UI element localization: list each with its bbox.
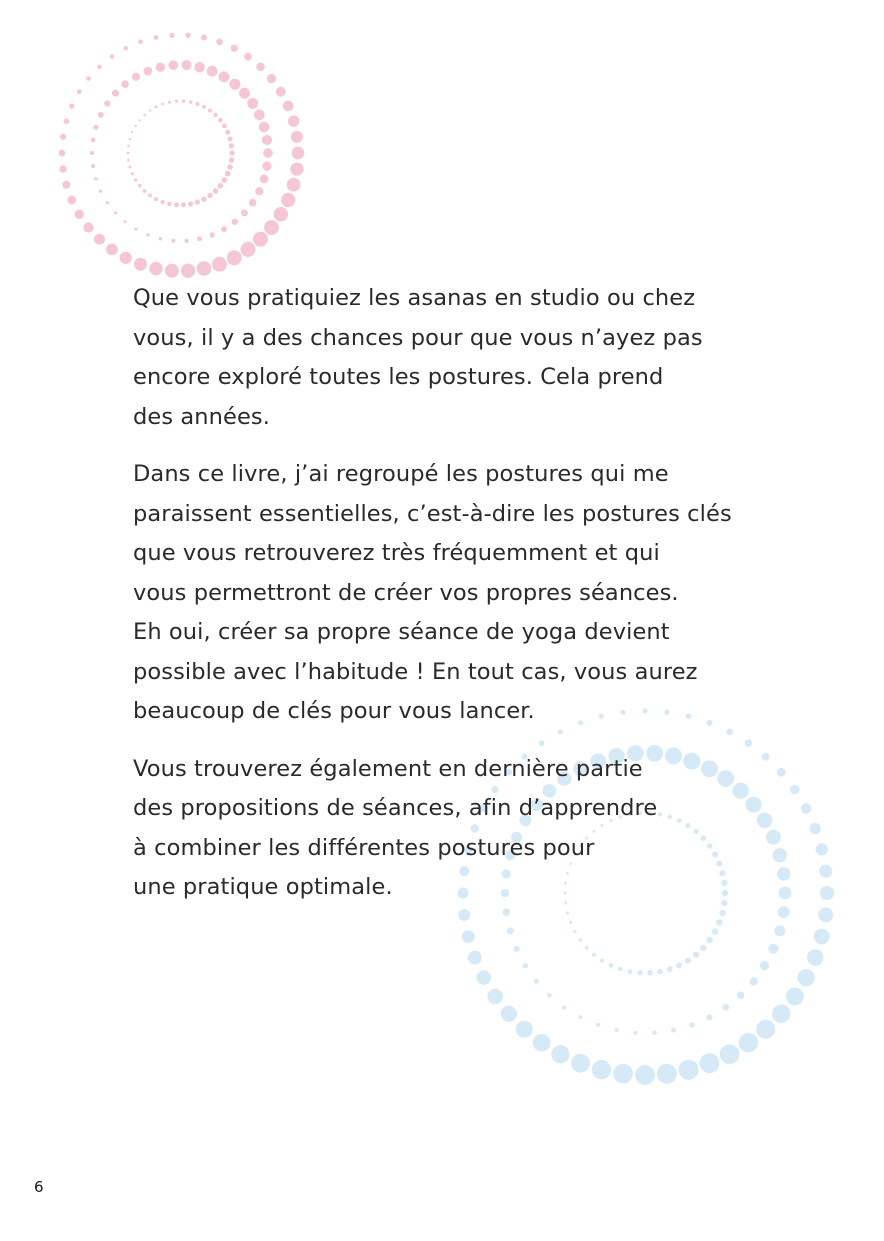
decorative-dot (154, 35, 159, 40)
paragraph-2 (133, 455, 773, 732)
decorative-dot (231, 45, 238, 52)
decorative-dot (291, 131, 303, 143)
text-line: une pratique optimale. (133, 874, 393, 900)
decorative-dot (578, 938, 582, 942)
decorative-dot (737, 992, 745, 1000)
decorative-dot (123, 46, 127, 50)
decorative-dot (647, 970, 652, 975)
text-line: Eh oui, créer sa propre séance de yoga devient (133, 619, 670, 645)
decorative-dot (59, 150, 66, 157)
decorative-dot (185, 33, 191, 39)
decorative-dot (760, 961, 769, 970)
decorative-dot (579, 1015, 583, 1019)
text-line: à combiner les différentes postures pour (133, 834, 595, 861)
decorative-dot (94, 177, 98, 181)
decorative-dot (134, 228, 137, 231)
decorative-dot (635, 1065, 655, 1085)
decorative-dot (779, 887, 792, 900)
decorative-dot (229, 157, 234, 162)
decorative-dot (213, 188, 219, 194)
decorative-dot (222, 124, 227, 129)
decorative-dot (221, 226, 227, 232)
decorative-dot (229, 150, 234, 155)
text-line: beaucoup de clés pour vous lancer. (133, 698, 535, 724)
decorative-dot (86, 76, 91, 81)
decorative-dot (288, 116, 299, 127)
decorative-dot (633, 1031, 637, 1035)
decorative-dot (778, 906, 790, 918)
decorative-dot (700, 1053, 720, 1073)
decorative-dot (477, 970, 492, 985)
decorative-dot (160, 200, 164, 204)
decorative-dot (131, 131, 133, 133)
decorative-dot (247, 98, 258, 109)
decorative-dot (267, 74, 276, 83)
decorative-dot (207, 193, 212, 198)
decorative-dot (533, 1034, 551, 1052)
decorative-dot (121, 80, 129, 88)
body-text (133, 279, 773, 926)
decorative-dot (132, 73, 140, 81)
decorative-dot (652, 1030, 657, 1035)
decorative-dot (679, 1060, 699, 1080)
decorative-dot (91, 164, 95, 168)
decorative-dot (222, 177, 228, 183)
decorative-dot (249, 199, 257, 207)
decorative-dot (218, 183, 224, 189)
decorative-dot (671, 1028, 676, 1033)
decorative-dot (174, 203, 179, 208)
decorative-dot (225, 130, 230, 135)
decorative-dot (239, 88, 250, 99)
decorative-dot (167, 202, 172, 207)
text-line: des propositions de séances, afin d’apprendre (133, 795, 658, 821)
decorative-dot (276, 87, 286, 97)
decorative-dot (700, 945, 706, 951)
decorative-dot (774, 925, 785, 936)
decorative-dot (189, 100, 192, 103)
decorative-dot (676, 962, 682, 968)
decorative-dot (592, 1060, 611, 1079)
decorative-dot (159, 237, 163, 241)
decorative-dot (712, 928, 718, 934)
decorative-dot (292, 147, 305, 160)
text-line: Que vous pratiquiez les asanas en studio ou chez (133, 285, 696, 311)
decorative-dot (155, 105, 158, 108)
decorative-dot (218, 118, 223, 123)
decorative-dot (197, 236, 202, 241)
decorative-dot (93, 124, 98, 129)
decorative-dot (110, 54, 114, 58)
decorative-dot (138, 184, 142, 188)
decorative-dot (143, 67, 152, 76)
text-line: Vous trouverez également en dernière partie (133, 755, 643, 782)
text-line: que vous retrouverez très fréquemment et qui (133, 540, 660, 566)
decorative-dot (283, 101, 294, 112)
decorative-dot (790, 785, 800, 795)
decorative-dot (134, 125, 136, 127)
decorative-dot (254, 109, 265, 120)
decorative-dot (98, 112, 104, 118)
text-line: encore exploré toutes les postures. Cela prend (133, 364, 664, 390)
decorative-dot (143, 114, 145, 116)
decorative-dot (154, 197, 158, 201)
decorative-dot (707, 937, 713, 943)
decorative-dot (228, 136, 233, 141)
decorative-dot (255, 187, 263, 195)
decorative-dot (114, 211, 117, 214)
decorative-dot (562, 1005, 566, 1009)
decorative-dot (134, 258, 147, 271)
decorative-dot (262, 135, 272, 145)
decorative-dot (772, 1004, 790, 1022)
decorative-dot (259, 122, 269, 132)
decorative-dot (146, 233, 149, 236)
decorative-dot (773, 848, 787, 862)
decorative-dot (777, 867, 791, 881)
decorative-dot (156, 63, 165, 72)
decorative-dot (182, 60, 192, 70)
decorative-dot (693, 952, 699, 958)
decorative-dot (706, 1014, 712, 1020)
decorative-dot (818, 907, 833, 922)
decorative-dot (161, 103, 164, 106)
decorative-dot (516, 1021, 533, 1038)
decorative-dot (229, 143, 234, 148)
paragraph-1 (133, 279, 773, 437)
decorative-dot (256, 63, 265, 72)
decorative-dot (618, 967, 623, 972)
decorative-dot (501, 1006, 517, 1022)
decorative-dot (689, 1022, 694, 1027)
decorative-dot (104, 100, 110, 106)
decorative-dot (120, 252, 132, 264)
decorative-dot (127, 159, 130, 162)
decorative-dot (129, 138, 131, 140)
decorative-dot (194, 62, 204, 72)
decorative-dot (127, 145, 130, 148)
decorative-dot (514, 946, 520, 952)
decorative-dot (241, 242, 256, 257)
decorative-dot (216, 39, 223, 46)
decorative-dot (124, 220, 127, 223)
text-line: paraissent essentielles, c’est-à-dire les postures clés (133, 500, 732, 527)
decorative-dot (171, 239, 175, 243)
decorative-dot (90, 151, 94, 155)
decorative-dot (207, 66, 218, 77)
decorative-dot (225, 171, 231, 177)
decorative-dot (287, 178, 301, 192)
decorative-dot (138, 40, 143, 45)
decorative-dot (468, 951, 482, 965)
decorative-dot (274, 207, 289, 222)
decorative-dot (600, 958, 604, 962)
decorative-dot (523, 963, 528, 968)
decorative-dot (290, 162, 303, 175)
decorative-dot (810, 823, 821, 834)
text-line: vous, il y a des chances pour que vous n’ayez pas (133, 324, 703, 351)
decorative-dot (131, 172, 134, 175)
decorative-dot (551, 1045, 569, 1063)
decorative-dot (720, 1044, 740, 1064)
decorative-dot (97, 65, 101, 69)
decorative-dot (175, 100, 178, 103)
decorative-dot (134, 178, 137, 181)
decorative-dot (637, 970, 642, 975)
decorative-dot (571, 1054, 590, 1073)
decorative-dot (74, 210, 83, 219)
decorative-dot (208, 108, 212, 112)
decorative-dot (148, 194, 152, 198)
decorative-dot (83, 222, 93, 232)
decorative-dot (657, 969, 663, 975)
decorative-dot (819, 865, 832, 878)
decorative-dot (462, 930, 475, 943)
decorative-dot (241, 209, 248, 216)
decorative-dot (281, 193, 295, 207)
decorative-dot (99, 190, 102, 193)
decorative-dot (195, 199, 200, 204)
text-line: possible avec l’habitude ! En tout cas, vous aurez (133, 658, 698, 685)
decorative-dot (91, 138, 96, 143)
decorative-dot (628, 969, 633, 974)
decorative-dot (181, 264, 195, 278)
decorative-dot (534, 979, 539, 984)
decorative-dot (201, 34, 207, 40)
decorative-dot (181, 202, 186, 207)
decorative-dot (585, 946, 589, 950)
decorative-dot (596, 1023, 600, 1027)
decorative-dot (202, 105, 206, 109)
decorative-dot (149, 262, 162, 275)
decorative-dot (507, 927, 514, 934)
decorative-dot (547, 993, 552, 998)
decorative-dot (820, 886, 834, 900)
decorative-dot (94, 234, 105, 245)
decorative-dot (77, 89, 82, 94)
decorative-dot (264, 220, 279, 235)
decorative-dot (685, 957, 691, 963)
decorative-dot (138, 119, 140, 121)
decorative-dot (262, 161, 271, 170)
text-line: Dans ce livre, j’ai regroupé les postures qui me (133, 461, 669, 487)
decorative-dot (229, 79, 240, 90)
decorative-dot (814, 929, 830, 945)
decorative-dot (798, 969, 815, 986)
decorative-dot (260, 175, 269, 184)
decorative-dot (106, 201, 109, 204)
decorative-dot (244, 53, 252, 61)
page-number: 6 (34, 1178, 44, 1196)
decorative-dot (169, 33, 174, 38)
text-line: vous permettront de créer vos propres séances. (133, 579, 679, 606)
decorative-dot (196, 102, 200, 106)
decorative-dot (188, 201, 193, 206)
decorative-dot (219, 71, 230, 82)
decorative-dot (212, 257, 227, 272)
decorative-dot (128, 166, 131, 169)
decorative-dot (777, 768, 786, 777)
decorative-dot (592, 953, 596, 957)
pink-dotted-circles-decoration (50, 25, 310, 285)
decorative-dot (573, 930, 576, 933)
decorative-dot (59, 165, 66, 172)
decorative-dot (614, 1028, 618, 1032)
decorative-dot (201, 197, 206, 202)
decorative-dot (816, 843, 828, 855)
decorative-dot (657, 1064, 677, 1084)
decorative-dot (722, 1004, 729, 1011)
decorative-dot (149, 109, 152, 112)
decorative-dot (106, 244, 118, 256)
decorative-dot (768, 944, 778, 954)
decorative-dot (143, 189, 147, 193)
decorative-dot (210, 232, 215, 237)
decorative-dot (69, 103, 74, 108)
decorative-dot (112, 90, 119, 97)
decorative-dot (487, 989, 502, 1004)
decorative-dot (807, 949, 824, 966)
decorative-dot (64, 118, 70, 124)
decorative-dot (127, 152, 130, 155)
decorative-dot (609, 963, 613, 967)
decorative-dot (749, 977, 757, 985)
decorative-dot (613, 1064, 633, 1084)
decorative-dot (197, 261, 212, 276)
decorative-dot (253, 232, 268, 247)
decorative-dot (67, 196, 76, 205)
decorative-dot (184, 239, 188, 243)
decorative-dot (213, 113, 217, 117)
decorative-dot (227, 250, 242, 265)
decorative-dot (168, 101, 171, 104)
decorative-dot (801, 803, 811, 813)
decorative-dot (667, 966, 673, 972)
decorative-dot (60, 134, 66, 140)
decorative-dot (182, 99, 185, 102)
paragraph-3 (133, 750, 773, 908)
decorative-dot (786, 987, 804, 1005)
decorative-dot (62, 181, 70, 189)
decorative-dot (165, 264, 179, 278)
text-line: des années. (133, 403, 270, 430)
decorative-dot (756, 1020, 775, 1039)
decorative-dot (232, 219, 238, 225)
decorative-dot (263, 148, 273, 158)
decorative-dot (169, 60, 179, 70)
decorative-dot (227, 164, 233, 170)
decorative-dot (739, 1033, 758, 1052)
